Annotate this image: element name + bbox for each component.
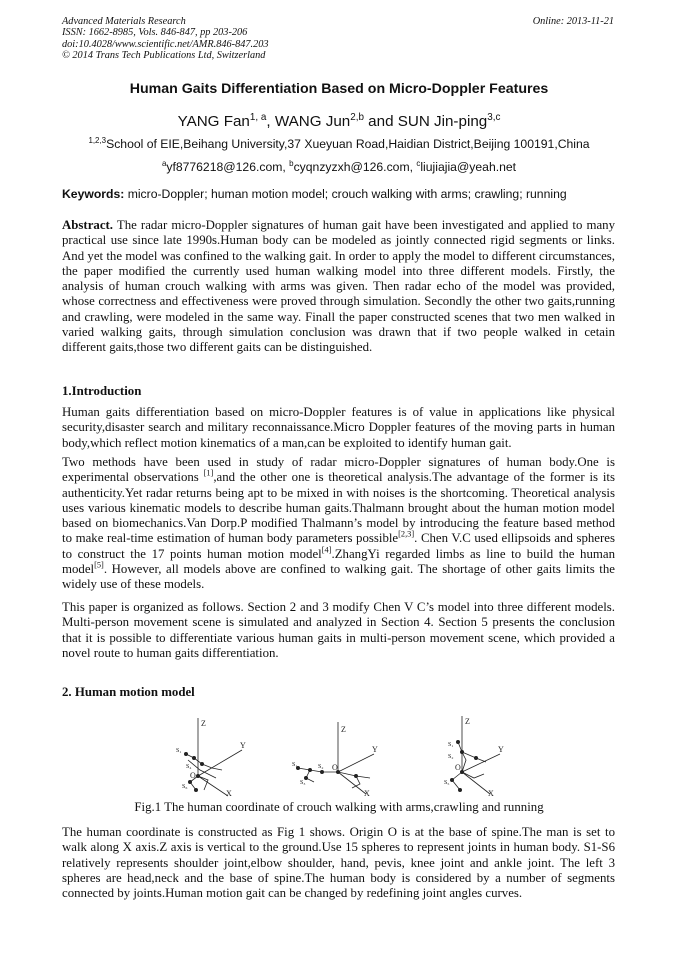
intro-paragraph-1: Human gaits differentiation based on micro-Doppler features is of value in applications like physical security,disaster search and military reconnaissance.Micro Doppler features of the moving parts in human body,which reflect motion kinematics of a man,can be exploited to identify human gait.	[62, 405, 615, 450]
y-axis	[338, 754, 374, 772]
affiliation-superscript: 1,2,3	[88, 135, 107, 145]
email-address[interactable]: liujiajia@yeah.net	[420, 160, 517, 174]
paragraph-text: Two methods have been used in study of radar micro-Doppler signatures of human body.One is experimental observations	[62, 455, 615, 485]
joint-label: S₁	[448, 742, 454, 748]
joint	[200, 762, 203, 765]
joint-label: S₄	[186, 764, 192, 770]
paper-title: Human Gaits Differentiation Based on Micro-Doppler Features	[129, 81, 549, 97]
joint	[456, 740, 459, 743]
copyright-line: © 2014 Trans Tech Publications Ltd, Switzerland	[62, 50, 266, 62]
origin-label: O	[455, 763, 461, 772]
y-axis-label: Y	[240, 741, 246, 750]
citation[interactable]: [2,3]	[398, 529, 415, 539]
joint	[184, 752, 187, 755]
origin-label: O	[190, 771, 196, 780]
email-superscript: c	[416, 158, 421, 168]
panel-crouch-walking	[184, 718, 242, 796]
x-axis	[462, 772, 490, 794]
author-superscript: 2,b	[350, 111, 364, 123]
affiliation	[0, 137, 678, 151]
x-axis-label: X	[488, 789, 494, 798]
journal-name: Advanced Materials Research	[62, 16, 186, 27]
paragraph-text: .ZhangYi regarded limbs as line to build the human model	[62, 546, 616, 576]
section-heading-introduction: 1.Introduction	[62, 384, 142, 398]
joint	[194, 788, 197, 791]
joint-label: S₂	[318, 764, 324, 770]
joint	[474, 756, 477, 759]
y-axis	[462, 754, 500, 772]
intro-paragraph-2	[62, 455, 615, 592]
email-separator: ,	[282, 160, 290, 174]
author-separator: and	[363, 113, 398, 130]
email-superscript: b	[289, 158, 294, 168]
keywords-text: micro-Doppler; human motion model; crouch walking with arms; crawling; running	[124, 187, 567, 201]
z-axis-label: Z	[341, 725, 346, 734]
issn-line: ISSN: 1662-8985, Vols. 846-847, pp 203-206	[62, 27, 248, 39]
author-name: SUN Jin-ping	[397, 113, 488, 130]
x-axis	[198, 776, 228, 796]
z-axis-label: Z	[201, 719, 206, 728]
joint	[188, 780, 191, 783]
email-address[interactable]: cyqnzyzxh@126.com	[293, 160, 410, 174]
citation[interactable]: [5]	[94, 560, 104, 570]
y-axis-label: Y	[372, 745, 378, 754]
joint	[460, 750, 463, 753]
doi-line: doi:10.4028/www.scientific.net/AMR.846-847.203	[62, 38, 269, 50]
author-separator: ,	[266, 113, 275, 130]
panel-running	[450, 716, 500, 794]
section-heading-human-motion-model: 2. Human motion model	[62, 685, 195, 699]
joint-label: S₆	[182, 784, 188, 790]
email-line	[0, 160, 678, 174]
joint-label: S₅	[444, 780, 450, 786]
x-axis-label: X	[226, 789, 232, 798]
figure-1-caption: Fig.1 The human coordinate of crouch walking with arms,crawling and running	[134, 800, 544, 814]
citation[interactable]: [1]	[203, 468, 214, 478]
email-separator: ,	[409, 160, 417, 174]
figure-1-human-coordinates	[160, 708, 540, 798]
joint	[308, 768, 311, 771]
author-name: YANG Fan	[177, 113, 250, 130]
joint-label: S₁	[292, 762, 298, 768]
paragraph-text: . Chen V.C used ellipsoids and spheres to construct the 17 points human motion model	[62, 531, 615, 561]
abstract-label: Abstract.	[62, 218, 114, 232]
origin-label: O	[332, 763, 338, 772]
joint-label: S₃	[300, 780, 306, 786]
abstract-text: The radar micro-Doppler signatures of human gait have been investigated and applied to many practical use since late 1990s.Human body can be modeled as jointly connected rigid segments or links. And yet the model was confined to the walking gait. In order to apply the model to different circumstances, the paper modified the currently used human walking model into three different models. Firstly, the analysis of human crouch walking with arms was given. Then radar echo of the model was provided, whose correctness and effectiveness were proved through simulation. Secondly the other two gaits,running and crawling, were modeled in the same way. Finall the paper constructed scenes that two men walked in varied walking gaits, through simulation conclusion was drawn that if two people walked in cetain different gaits,those two different gaits can be distinguished.	[62, 218, 615, 354]
joint	[460, 770, 463, 773]
email-superscript: a	[161, 158, 167, 168]
joint	[450, 778, 453, 781]
online-date: Online: 2013-11-21	[532, 16, 614, 27]
panel-crawling	[296, 722, 374, 794]
author-name: WANG Jun	[274, 113, 351, 130]
joint	[192, 756, 195, 759]
z-axis-label: Z	[465, 717, 470, 726]
joint	[458, 788, 461, 791]
author-superscript: 1, a	[249, 111, 267, 123]
paragraph-text: ,and the other one is theoretical analysis.The advantage of the former is its authenticity.Yet radar returns being apt to be mixed in with noises is the shortcoming. Theoretical analysis uses various kinematic models to describe human gaits.Thalmann brought about the human motion model based on biomechanics.Van Dorp.P modified Thalmann’s model by introducing the feature based method to make real-time estimation of human body parameters possible	[62, 470, 615, 546]
section2-paragraph-1: The human coordinate is constructed as Fig 1 shows. Origin O is at the base of spine.The man is set to walk along X axis.Z axis is vertical to the ground.Use 15 spheres to represent joints in human body. S1-S6 relatively represents shoulder joint,elbow shoulder, hand, pevis, knee joint and ankle joint. The left 3 spheres are head,neck and the base of spine.The human body is considered by a number of segments connected by joints.Human motion gait can be changed by redefining joint angles curves.	[62, 825, 615, 900]
keywords-label: Keywords:	[62, 187, 125, 201]
joint	[196, 774, 199, 777]
x-axis-label: X	[364, 789, 370, 798]
joint	[320, 770, 323, 773]
keywords	[62, 187, 622, 201]
joint-label: S₂	[448, 754, 454, 760]
email-address[interactable]: yf8776218@126.com	[166, 160, 283, 174]
y-axis-label: Y	[498, 745, 504, 754]
author-line	[0, 113, 678, 130]
author-superscript: 3,c	[487, 111, 501, 123]
paragraph-text: . However, all models above are confined to walking gait. The shortage of other gaits limits the widely use of these models.	[62, 561, 615, 591]
leg-segment	[198, 776, 208, 790]
abstract	[62, 218, 615, 355]
joint	[354, 774, 357, 777]
intro-paragraph-3: This paper is organized as follows. Section 2 and 3 modify Chen V C’s model into three different models. Multi-person movement scene is simulated and analyzed in Section 4. Section 5 presents the conclusion that it is possible to differentiate various human gaits in multi-person movement scene, which provided a novel route to human gaits differentiation.	[62, 600, 615, 660]
affiliation-text: School of EIE,Beihang University,37 Xueyuan Road,Haidian District,Beijing 100191,China	[106, 137, 590, 151]
journal-header	[62, 16, 269, 62]
citation[interactable]: [4]	[321, 545, 332, 555]
joint-label: S₁	[176, 748, 182, 754]
